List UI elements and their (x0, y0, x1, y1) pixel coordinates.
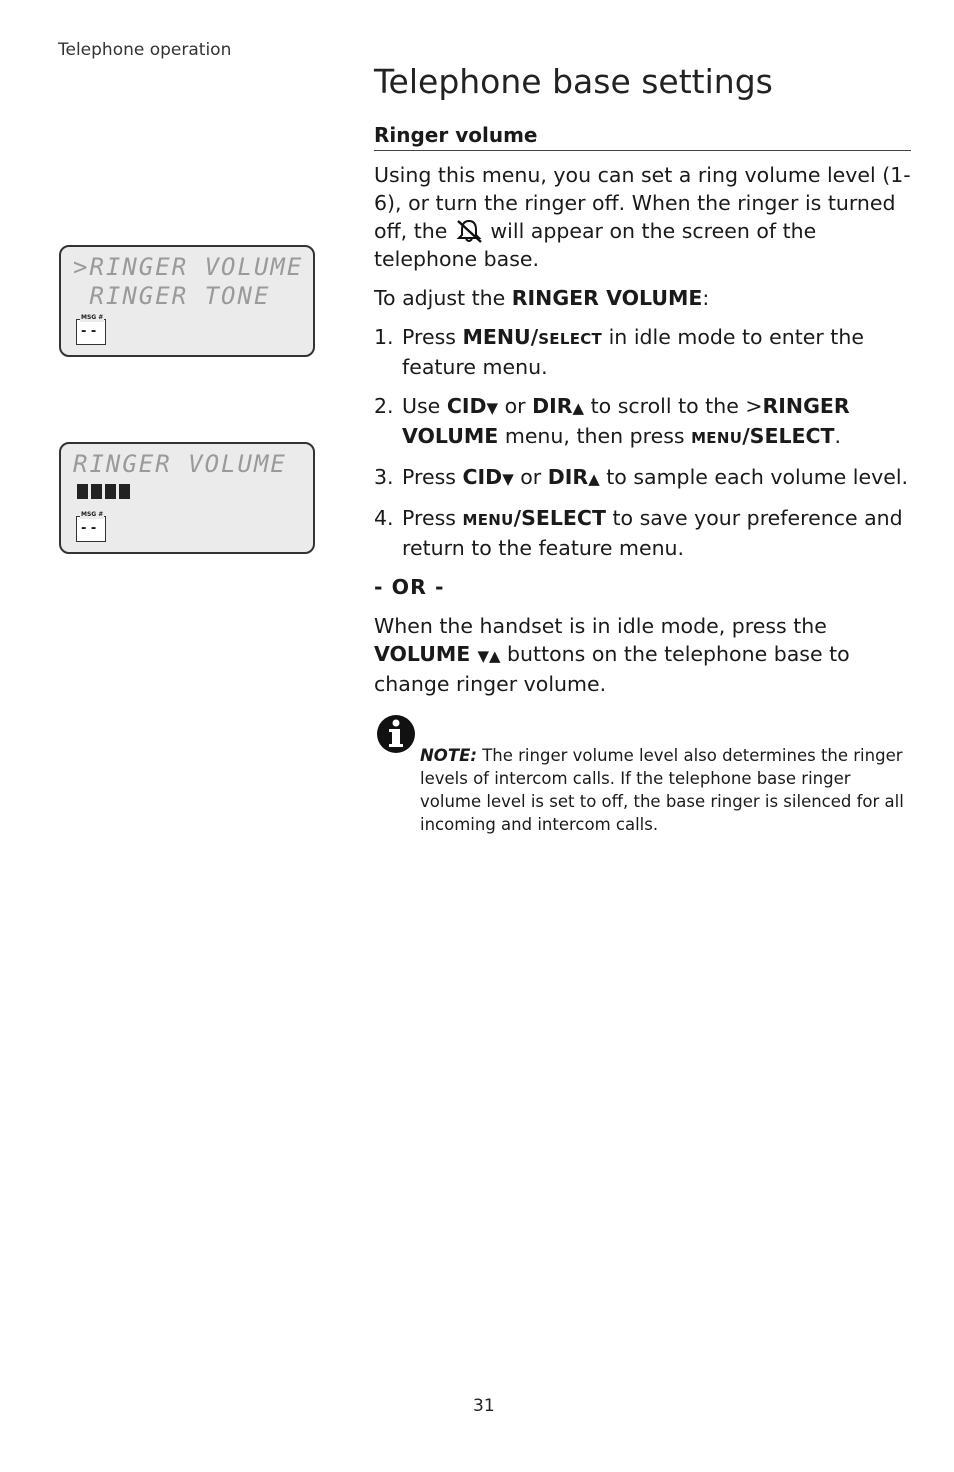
adjust-suffix: : (702, 286, 710, 310)
step-text: in idle mode to enter the feature menu. (402, 325, 864, 379)
intro-text-end: will appear on the screen of the telephone base. (374, 219, 817, 271)
lcd-line-1: >RINGER VOLUME (73, 253, 304, 281)
step-text: Press (402, 325, 463, 349)
info-icon (376, 714, 416, 754)
step-text: to save your preference and return to the feature menu. (402, 506, 903, 560)
down-arrow-icon: ▼ (502, 470, 514, 488)
step-text: Press (402, 465, 463, 489)
step-smallcaps: MENU (691, 429, 743, 447)
page-title: Telephone base settings (374, 62, 773, 101)
volume-bar (105, 484, 116, 499)
step-smallcaps: MENU (462, 511, 514, 529)
step-number: 3. (374, 465, 394, 489)
note-label: NOTE: (420, 746, 477, 765)
lcd-line-2: RINGER TONE (73, 282, 271, 310)
volume-bar (91, 484, 102, 499)
step-bold: DIR (532, 394, 573, 418)
step-bold: DIR (547, 465, 589, 489)
step-text: to scroll to the > (584, 394, 763, 418)
note-text (420, 718, 914, 836)
msg-value: - - (81, 521, 97, 536)
step-number: 2. (374, 394, 394, 418)
adjust-bold: RINGER VOLUME (511, 286, 703, 310)
or-separator: - OR - (374, 575, 445, 599)
adjust-prefix: To adjust the (374, 286, 512, 310)
lcd-screen-volume (59, 442, 315, 554)
step-bold: CID (462, 465, 503, 489)
step-item (374, 392, 914, 452)
volume-arrows-icon: ▼▲ (477, 647, 501, 665)
adjust-paragraph (374, 284, 914, 312)
intro-paragraph (374, 161, 914, 273)
step-number: 4. (374, 506, 394, 530)
intro-text: Using this menu, you can set a ring volume level (1-6), or turn the ringer off. When the ringer is turned off, the (374, 163, 911, 243)
volume-paragraph (374, 612, 914, 698)
ringer-off-icon (454, 218, 484, 244)
up-arrow-icon: ▲ (572, 399, 585, 417)
step-bold: CID (446, 394, 487, 418)
step-text: Press (402, 506, 463, 530)
step-bold: /SELECT (513, 506, 606, 530)
down-arrow-icon: ▼ (486, 399, 499, 417)
up-arrow-icon: ▲ (588, 470, 600, 488)
msg-label: MSG # (81, 314, 104, 321)
volume-bar (119, 484, 130, 499)
step-text: to sample each volume level. (599, 465, 909, 489)
msg-value: - - (81, 324, 97, 339)
step-text: menu, then press (498, 424, 692, 448)
volume-bar (77, 484, 88, 499)
step-text: Use (402, 394, 447, 418)
step-bold: RINGER VOLUME (402, 394, 850, 448)
note-box (374, 718, 914, 836)
msg-label: MSG # (81, 511, 104, 518)
note-body: The ringer volume level also determines the ringer levels of intercom calls. If the telephone base ringer volume level is set to off, the base ringer is silenced for all incoming and intercom calls. (420, 746, 904, 834)
step-number: 1. (374, 325, 394, 349)
main-content (374, 161, 914, 836)
running-header: Telephone operation (58, 40, 232, 60)
step-item (374, 504, 914, 562)
lcd-line-1: RINGER VOLUME (73, 450, 287, 478)
section-title: Ringer volume (374, 123, 911, 151)
lcd-screen-menu (59, 245, 315, 357)
page-number: 31 (473, 1396, 495, 1416)
step-bold: /SELECT (742, 424, 835, 448)
msg-counter (76, 314, 106, 345)
volume-text: buttons on the telephone base to change ringer volume. (374, 642, 850, 696)
step-text: or (498, 394, 533, 418)
volume-level-bars (77, 484, 130, 499)
step-smallcaps: SELECT (538, 330, 603, 348)
msg-counter (76, 511, 106, 542)
steps-list (374, 323, 914, 562)
volume-bold: VOLUME (374, 642, 478, 666)
step-item (374, 323, 914, 381)
volume-text: When the handset is in idle mode, press the (374, 614, 827, 638)
step-item (374, 463, 914, 493)
step-text: . (834, 424, 842, 448)
step-bold: MENU/ (462, 325, 539, 349)
step-text: or (513, 465, 548, 489)
